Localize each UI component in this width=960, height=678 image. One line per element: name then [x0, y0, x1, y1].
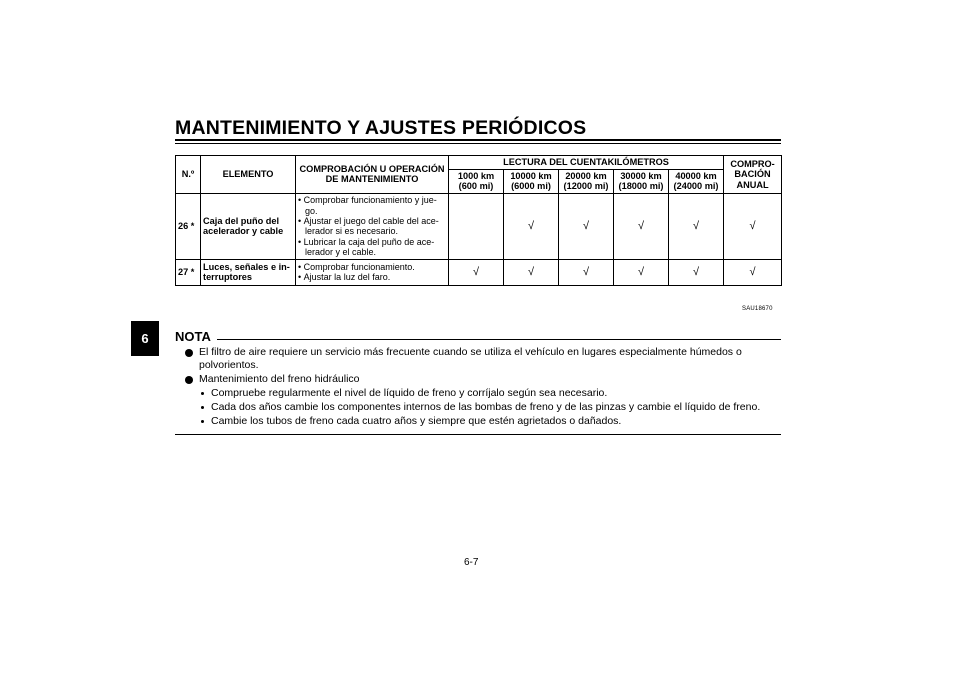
check-cell: √ [669, 259, 724, 285]
header-odometer: 1000 km (600 mi) [449, 169, 504, 193]
nota-section [175, 329, 781, 435]
maintenance-table [175, 155, 782, 286]
check-cell: √ [559, 259, 614, 285]
nota-subitem [175, 415, 781, 428]
header-odometer: 40000 km (24000 mi) [669, 169, 724, 193]
page-number: 6-7 [464, 557, 479, 568]
check-cell: √ [449, 259, 504, 285]
operation-item: • Comprobar funcionamiento y jue-go. [298, 195, 446, 216]
row-num: 26 * [176, 193, 201, 259]
nota-body [175, 346, 781, 428]
nota-item-text: El filtro de aire requiere un servicio más frecuente cuando se utiliza el vehículo en lugares especialmente húmedos o polvorientos. [199, 346, 742, 371]
nota-item [175, 346, 781, 372]
header-anual: COMPRO-BACIÓN ANUAL [724, 156, 782, 194]
bullet-small-icon [201, 420, 204, 423]
document-code: SAU18670 [742, 306, 773, 312]
title-rule-thick [175, 139, 781, 141]
table-row [176, 259, 782, 285]
check-cell: √ [724, 259, 782, 285]
nota-item [175, 373, 781, 386]
nota-subitem-text: Cada dos años cambie los componentes internos de las bombas de freno y de las pinzas y cambie el líquido de freno. [211, 401, 761, 413]
check-cell [449, 193, 504, 259]
nota-rule [217, 339, 781, 340]
header-odometer: 10000 km (6000 mi) [504, 169, 559, 193]
page-title: MANTENIMIENTO Y AJUSTES PERIÓDICOS [175, 117, 587, 139]
title-rule-thin [175, 143, 781, 144]
row-elemento: Caja del puño del acelerador y cable [201, 193, 296, 259]
header-operacion: COMPROBACIÓN U OPERACIÓN DE MANTENIMIENTO [296, 156, 449, 194]
operation-item: • Comprobar funcionamiento. [298, 262, 446, 272]
nota-title: NOTA [175, 329, 211, 344]
row-elemento: Luces, señales e in-terruptores [201, 259, 296, 285]
check-cell: √ [504, 259, 559, 285]
nota-bottom-rule [175, 434, 781, 435]
table-row [176, 193, 782, 259]
bullet-small-icon [201, 406, 204, 409]
bullet-small-icon [201, 392, 204, 395]
header-elemento: ELEMENTO [201, 156, 296, 194]
nota-subitem-text: Compruebe regularmente el nivel de líquido de freno y corríjalo según sea necesario. [211, 387, 608, 399]
check-cell: √ [504, 193, 559, 259]
row-operations [296, 193, 449, 259]
nota-header [175, 329, 781, 344]
header-lectura: LECTURA DEL CUENTAKILÓMETROS [449, 156, 724, 170]
bullet-dot-icon [185, 349, 193, 357]
nota-item-text: Mantenimiento del freno hidráulico [199, 373, 360, 385]
chapter-tab: 6 [131, 321, 159, 356]
header-odometer: 20000 km (12000 mi) [559, 169, 614, 193]
header-num: N.º [176, 156, 201, 194]
check-cell: √ [724, 193, 782, 259]
operation-item: • Ajustar la luz del faro. [298, 272, 446, 282]
row-num: 27 * [176, 259, 201, 285]
check-cell: √ [614, 193, 669, 259]
check-cell: √ [559, 193, 614, 259]
bullet-dot-icon [185, 376, 193, 384]
nota-subitem-text: Cambie los tubos de freno cada cuatro años y siempre que estén agrietados o dañados. [211, 415, 622, 427]
row-operations [296, 259, 449, 285]
nota-subitem [175, 387, 781, 400]
header-odometer: 30000 km (18000 mi) [614, 169, 669, 193]
operation-item: • Ajustar el juego del cable del ace-lerador si es necesario. [298, 216, 446, 237]
check-cell: √ [614, 259, 669, 285]
nota-subitem [175, 401, 781, 414]
check-cell: √ [669, 193, 724, 259]
operation-item: • Lubricar la caja del puño de ace-lerador y el cable. [298, 237, 446, 258]
